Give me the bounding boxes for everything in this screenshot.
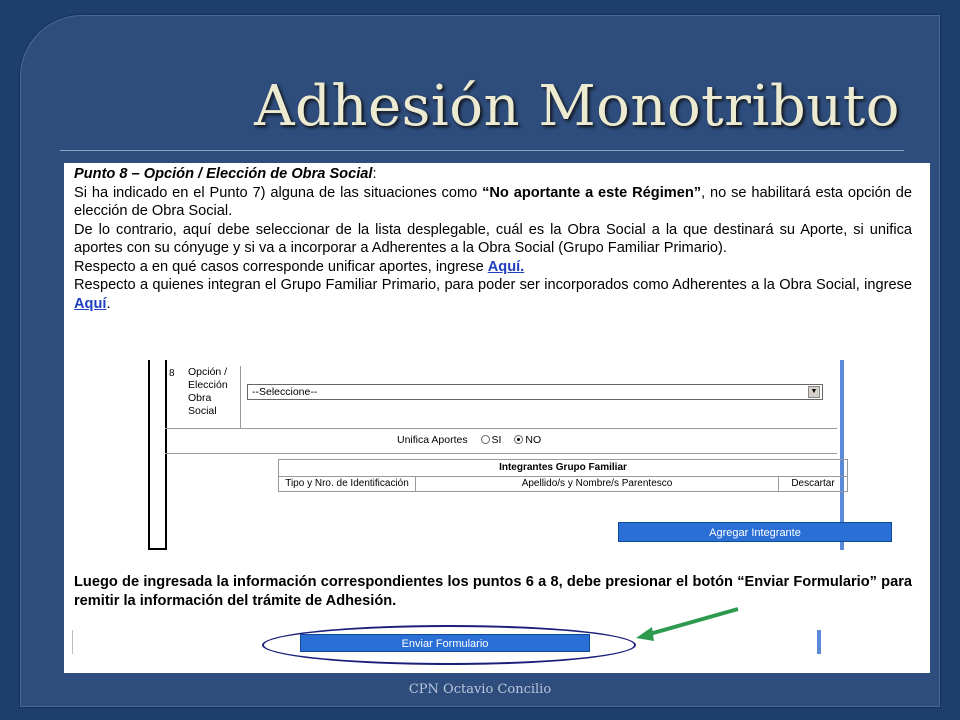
column-header-descartar: Descartar (779, 477, 848, 492)
paragraph-4: Respecto a quienes integran el Grupo Familiar Primario, para poder ser incorporados como Adherentes a la Obra Social, ingrese Aquí. (74, 277, 912, 312)
link-unificar-aportes[interactable]: Aquí. (487, 258, 525, 275)
obra-social-form (148, 360, 848, 550)
unifica-aportes-row (165, 428, 837, 454)
obra-social-select[interactable] (247, 384, 823, 400)
radio-si-label: SI (491, 434, 502, 446)
column-header-identificacion: Tipo y Nro. de Identificación (279, 477, 416, 492)
row-label: Opción / Elección Obra Social (185, 366, 241, 428)
select-value: --Seleccione-- (252, 386, 318, 398)
send-form-button[interactable]: Enviar Formulario (300, 634, 590, 652)
column-header-nombre: Apellido/s y Nombre/s Parentesco (416, 477, 779, 492)
paragraph-2: De lo contrario, aquí debe seleccionar de la lista desplegable, cuál es la Obra Social a la que destinará su Aporte, si unifica aportes con su cónyuge y si va a incorporar a Adherentes a la Obra Social (Grupo Familiar Primario). (74, 221, 912, 256)
strip-right-border (817, 630, 821, 654)
add-member-button[interactable]: Agregar Integrante (618, 522, 892, 542)
green-arrow-icon (634, 605, 744, 645)
radio-no-label: NO (525, 434, 542, 446)
chevron-down-icon[interactable]: ▼ (808, 386, 820, 398)
form-row-obra-social (165, 360, 837, 429)
unifica-label: Unifica Aportes (397, 434, 468, 446)
point-heading: Punto 8 – Opción / Elección de Obra Social: (74, 166, 377, 182)
paragraph-1: Si ha indicado en el Punto 7) alguna de las situaciones como “No aportante a este Régimen”, no se habilitará esta opción de elección de Obra Social. (74, 184, 913, 219)
radio-no[interactable] (514, 435, 523, 444)
closing-text: Luego de ingresada la información correspondientes los puntos 6 a 8, debe presionar el botón “Enviar Formulario” para remitir la información del trámite de Adhesión. (74, 574, 912, 609)
highlight-ellipse (262, 625, 636, 665)
slide-footer: CPN Octavio Concilio (408, 682, 552, 697)
row-number: 8 (169, 368, 175, 379)
paragraph-3: Respecto a en qué casos corresponde unificar aportes, ingrese Aquí. (74, 258, 525, 275)
intro-text (74, 165, 912, 313)
slide-title: Adhesión Monotributo (254, 74, 900, 139)
radio-si[interactable] (481, 435, 490, 444)
title-divider (60, 150, 904, 151)
table-title: Integrantes Grupo Familiar (279, 460, 848, 477)
content-panel (64, 163, 930, 673)
grupo-familiar-table (278, 459, 848, 492)
link-grupo-familiar[interactable]: Aquí (74, 295, 107, 312)
strip-left-border (72, 630, 73, 654)
